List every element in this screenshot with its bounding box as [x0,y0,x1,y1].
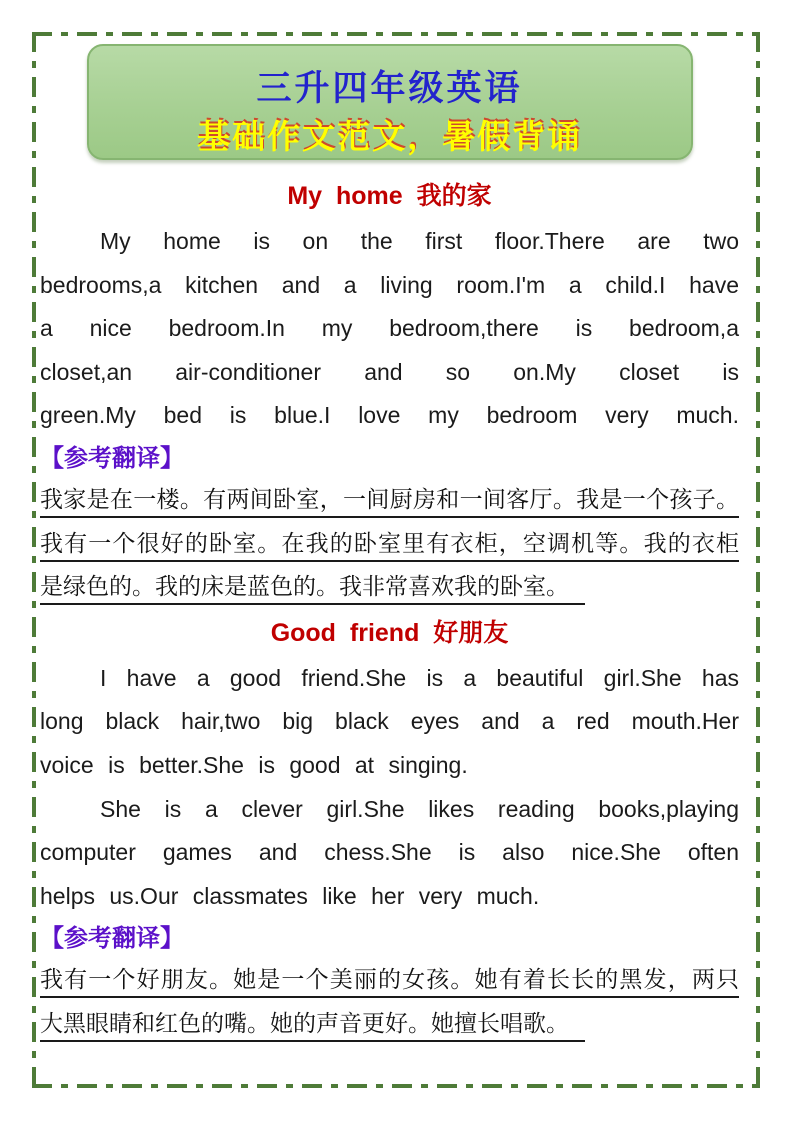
text-line: green.My bed is blue.I love my bedroom very much. [40,402,739,429]
text-line: 是绿色的。我的床是蓝色的。我非常喜欢我的卧室。 [40,569,585,605]
text-line: bedrooms,a kitchen and a living room.I'm a child.I have [40,271,739,298]
header-title: 三升四年级英语 [256,69,523,108]
dashed-border-frame [32,32,760,1088]
text-line: helps us.Our classmates like her very much. [40,882,540,909]
section-title-my-home: My home 我的家 [287,182,492,210]
text-line: 我家是在一楼。有两间卧室，一间厨房和一间客厅。我是一个孩子。 [40,482,739,518]
text-line: She is a clever girl.She likes reading books,playing [100,795,739,822]
text-line: 我有一个好朋友。她是一个美丽的女孩。她有着长长的黑发，两只 [40,962,739,998]
text-line: My home is on the first floor.There are two [100,228,739,254]
text-line: a nice bedroom.In my bedroom,there is bedroom,a [40,315,739,342]
section-my-home [40,176,739,605]
text-line: 大黑眼睛和红色的嘴。她的声音更好。她擅长唱歌。 [40,1006,585,1042]
english-paragraph [40,657,739,788]
text-line: closet,an air-conditioner and so on.My closet is [40,358,739,385]
text-line: long black hair,two big black eyes and a red mouth.Her [40,708,739,735]
english-paragraph [40,220,739,438]
text-line: computer games and chess.She is also nice.She often [40,839,739,866]
chinese-translation [40,962,739,1042]
header-banner [87,44,693,160]
text-line: 我有一个很好的卧室。在我的卧室里有衣柜，空调机等。我的衣柜 [40,526,739,562]
text-line: I have a good friend.She is a beautiful girl.She has [100,664,739,691]
chinese-translation [40,482,739,605]
text-line: voice is better.She is good at singing. [40,751,468,778]
translation-label: 【参考翻译】 [40,925,184,953]
header-subtitle: 基础作文范文，暑假背诵 [197,118,582,155]
translation-label: 【参考翻译】 [40,444,184,472]
section-good-friend [40,613,739,1042]
english-paragraph [40,788,739,919]
section-title-good-friend: Good friend 好朋友 [270,618,509,647]
